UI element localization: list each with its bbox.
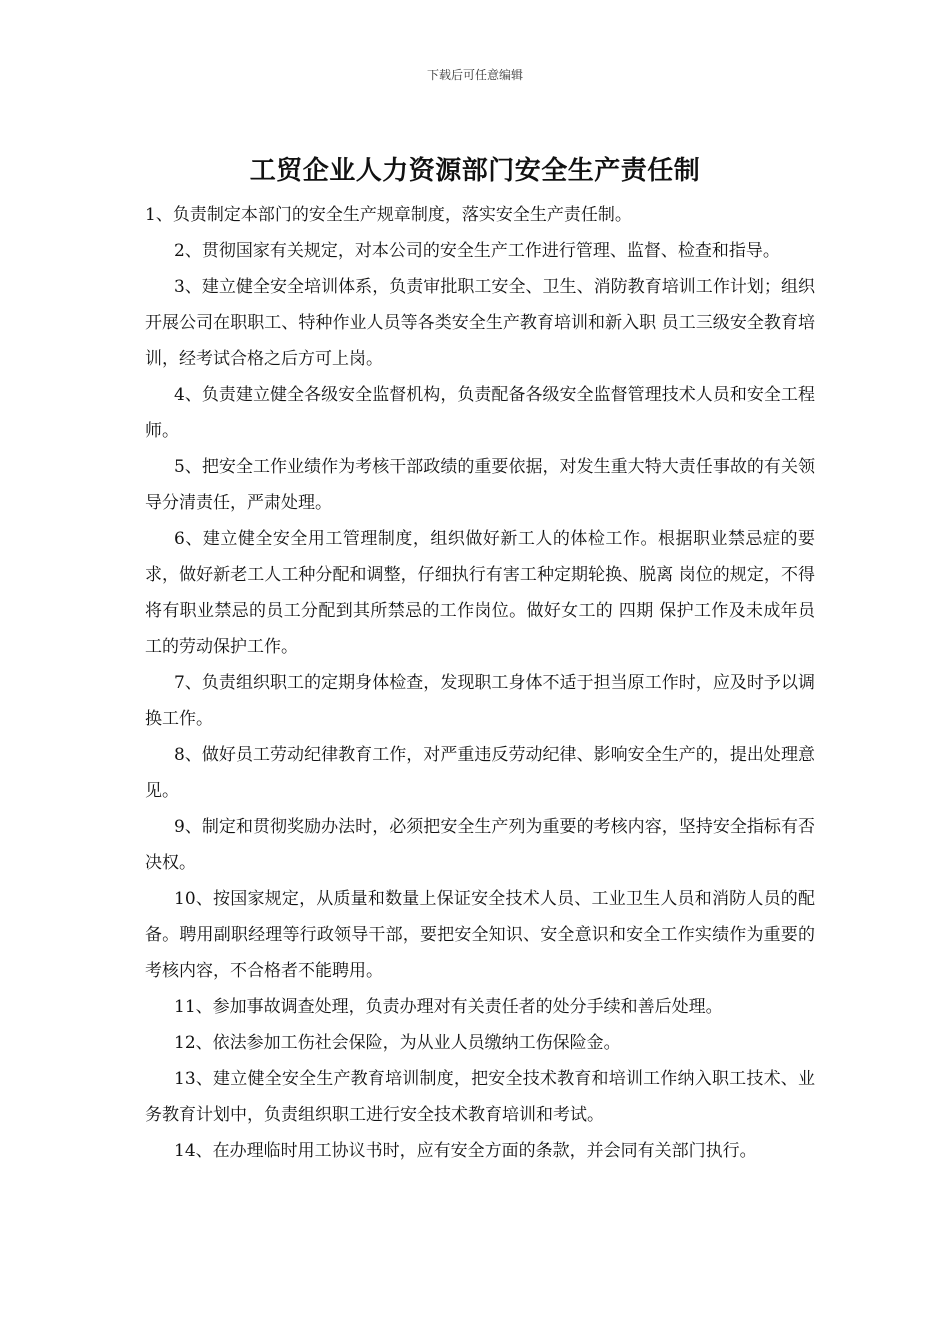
paragraph-14: 14、在办理临时用工协议书时，应有安全方面的条款，并会同有关部门执行。 <box>174 1141 757 1161</box>
header-note: 下载后可任意编辑 <box>426 68 523 82</box>
paragraph-10: 10、按国家规定，从质量和数量上保证安全技术人员、工业卫生人员和消防人员的配备。聘用副职经理等行政领导干部，要把安全知识、安全意识和安全工作实绩作为重要的考核内容，不合格者不能聘用。 <box>145 889 815 981</box>
paragraph-7: 7、负责组织职工的定期身体检查，发现职工身体不适于担当原工作时，应及时予以调换工作。 <box>145 673 815 729</box>
paragraph-1: 1、负责制定本部门的安全生产规章制度，落实安全生产责任制。 <box>145 205 632 225</box>
paragraph-11: 11、参加事故调查处理，负责办理对有关责任者的处分手续和善后处理。 <box>174 997 723 1017</box>
paragraph-2: 2、贯彻国家有关规定，对本公司的安全生产工作进行管理、监督、检查和指导。 <box>174 241 780 261</box>
paragraph-5: 5、把安全工作业绩作为考核干部政绩的重要依据，对发生重大特大责任事故的有关领导分清责任，严肃处理。 <box>145 457 815 513</box>
paragraph-4: 4、负责建立健全各级安全监督机构，负责配备各级安全监督管理技术人员和安全工程师。 <box>145 385 815 441</box>
document-title: 工贸企业人力资源部门安全生产责任制 <box>249 156 701 186</box>
paragraph-12: 12、依法参加工伤社会保险，为从业人员缴纳工伤保险金。 <box>174 1033 621 1053</box>
paragraph-13: 13、建立健全安全生产教育培训制度，把安全技术教育和培训工作纳入职工技术、业务教育计划中，负责组织职工进行安全技术教育培训和考试。 <box>145 1069 815 1125</box>
paragraph-6: 6、建立健全安全用工管理制度，组织做好新工人的体检工作。根据职业禁忌症的要求，做好新老工人工种分配和调整，仔细执行有害工种定期轮换、脱离 岗位的规定，不得将有职业禁忌的员工分配到其所禁忌的工作岗位。做好女工的 四期 保护工作及未成年员工的劳动保护工作。 <box>145 529 815 657</box>
paragraph-8: 8、做好员工劳动纪律教育工作，对严重违反劳动纪律、影响安全生产的，提出处理意见。 <box>145 745 815 801</box>
document-body <box>145 197 815 1169</box>
paragraph-3: 3、建立健全安全培训体系，负责审批职工安全、卫生、消防教育培训工作计划；组织开展公司在职职工、特种作业人员等各类安全生产教育培训和新入职 员工三级安全教育培训，经考试合格之后方可上岗。 <box>145 277 815 369</box>
paragraph-9: 9、制定和贯彻奖励办法时，必须把安全生产列为重要的考核内容，坚持安全指标有否决权。 <box>145 817 815 873</box>
